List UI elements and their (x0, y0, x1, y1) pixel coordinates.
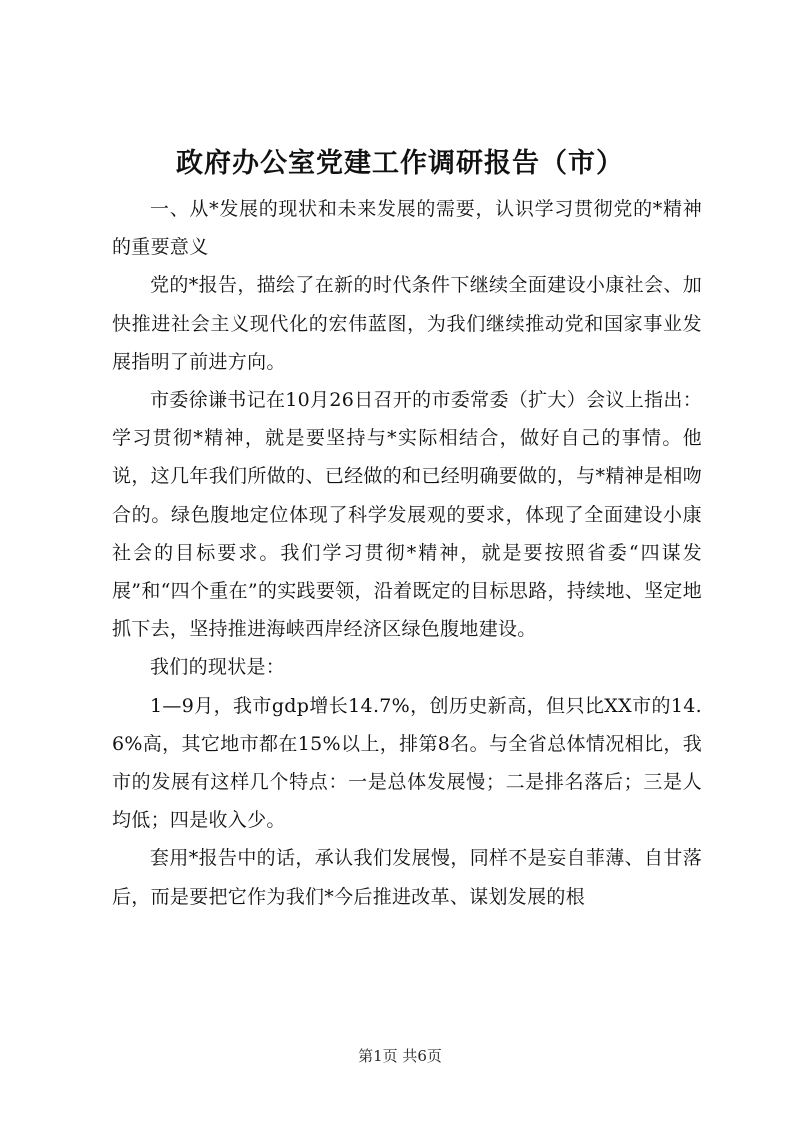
body-paragraph: 套用*报告中的话，承认我们发展慢，同样不是妄自菲薄、自甘落后，而是要把它作为我们*今后推进改革、谋划发展的根 (112, 847, 702, 908)
page-number-footer: 第1页 共6页 (358, 1047, 442, 1065)
body-paragraph: 1—9月，我市gdp增长14.7%，创历史新高，但只比XX市的14.6%高，其它地市都在15%以上，排第8名。与全省总体情况相比，我市的发展有这样几个特点：一是总体发展慢；二是排名落后；三是人均低；四是收入少。 (112, 694, 702, 832)
body-paragraph: 党的*报告，描绘了在新的时代条件下继续全面建设小康社会、加快推进社会主义现代化的宏伟蓝图，为我们继续推动党和国家事业发展指明了前进方向。 (112, 274, 702, 373)
body-paragraph: 我们的现状是： (150, 656, 286, 679)
section-heading-paragraph: 一、从*发展的现状和未来发展的需要，认识学习贯彻党的*精神的重要意义 (112, 198, 702, 259)
body-paragraph: 市委徐谦书记在10月26日召开的市委常委（扩大）会议上指出：学习贯彻*精神，就是要坚持与*实际相结合，做好自己的事情。他说，这几年我们所做的、已经做的和已经明确要做的，与*精神是相吻合的。绿色腹地定位体现了科学发展观的要求，体现了全面建设小康社会的目标要求。我们学习贯彻*精神，就是要按照省委“四谋发展”和“四个重在”的实践要领，沿着既定的目标思路，持续地、坚定地抓下去，坚持推进海峡西岸经济区绿色腹地建设。 (112, 389, 702, 641)
document-title: 政府办公室党建工作调研报告（市） (176, 148, 624, 179)
document-body (112, 190, 702, 916)
